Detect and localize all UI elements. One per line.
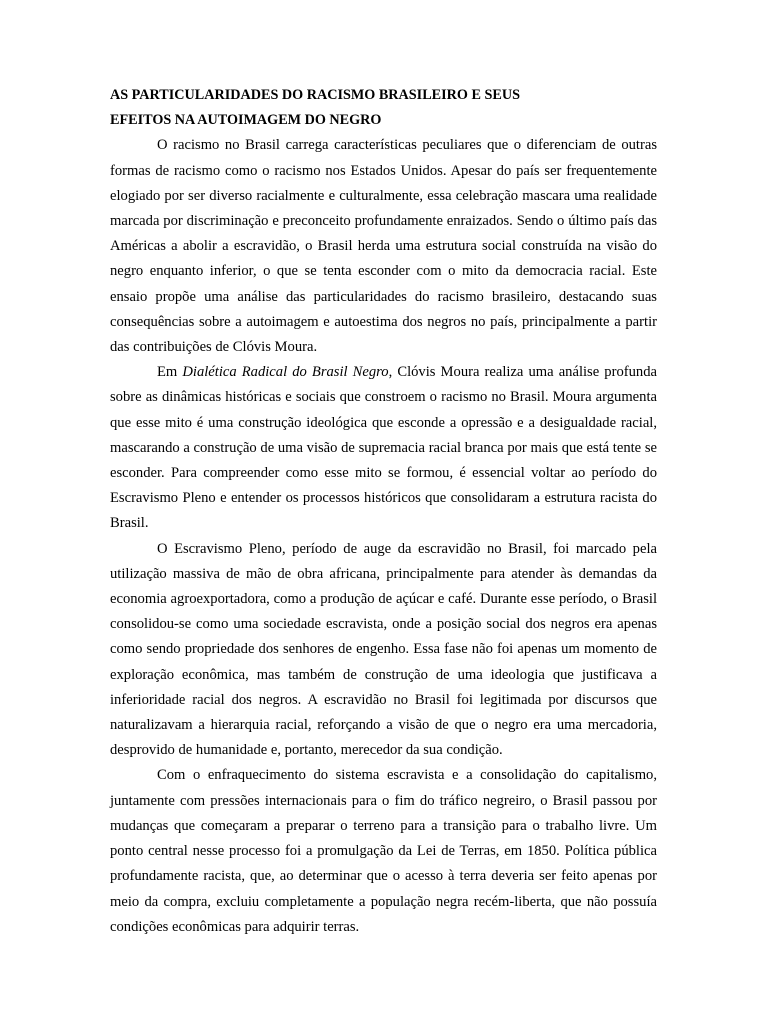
paragraph-2-body: , Clóvis Moura realiza uma análise profunda sobre as dinâmicas históricas e sociais que constroem o racismo no Brasil. Moura argumenta que esse mito é uma construção ideológica que esconde a opressão e a desigualdade racial, mascarando a construção de uma visão de supremacia racial branca por mais que está tente se esconder. Para compreender como esse mito se formou, é essencial voltar ao período do Escravismo Pleno e entender os processos históricos que consolidaram a estrutura racista do Brasil. <box>110 364 657 532</box>
paragraph-2 <box>110 360 657 536</box>
document-title <box>110 83 657 133</box>
title-line-1: AS PARTICULARIDADES DO RACISMO BRASILEIRO E SEUS <box>110 87 520 103</box>
paragraph-3: O Escravismo Pleno, período de auge da escravidão no Brasil, foi marcado pela utilização massiva de mão de obra africana, principalmente para atender às demandas da economia agroexportadora, como a produção de açúcar e café. Durante esse período, o Brasil consolidou-se como uma sociedade escravista, onde a posição social dos negros era apenas como sendo propriedade dos senhores de engenho. Essa fase não foi apenas um momento de exploração econômica, mas também de construção de uma ideologia que justificava a inferioridade racial dos negros. A escravidão no Brasil foi legitimada por discursos que naturalizavam a hierarquia racial, reforçando a visão de que o negro era uma mercadoria, desprovido de humanidade e, portanto, merecedor da sua condição. <box>110 540 657 759</box>
document-page <box>110 83 657 940</box>
paragraph-2-intro: Em <box>157 364 183 381</box>
title-line-2: EFEITOS NA AUTOIMAGEM DO NEGRO <box>110 112 382 129</box>
paragraph-4: Com o enfraquecimento do sistema escravista e a consolidação do capitalismo, juntamente com pressões internacionais para o fim do tráfico negreiro, o Brasil passou por mudanças que começaram a preparar o terreno para a transição para o trabalho livre. Um ponto central nesse processo foi a promulgação da Lei de Terras, em 1850. Política pública profundamente racista, que, ao determinar que o acesso à terra deveria ser feito apenas por meio da compra, excluiu completamente a população negra recém-liberta, que não possuía condições econômicas para adquirir terras. <box>110 767 657 935</box>
paragraph-1: O racismo no Brasil carrega características peculiares que o diferenciam de outras formas de racismo como o racismo nos Estados Unidos. Apesar do país ser frequentemente elogiado por ser diverso racialmente e culturalmente, essa celebração mascara uma realidade marcada por discriminação e preconceito profundamente enraizados. Sendo o último país das Américas a abolir a escravidão, o Brasil herda uma estrutura social construída na visão do negro enquanto inferior, o que se tenta esconder com o mito da democracia racial. Este ensaio propõe uma análise das particularidades do racismo brasileiro, destacando suas consequências sobre a autoimagem e autoestima dos negros no país, principalmente a partir das contribuições de Clóvis Moura. <box>110 137 657 356</box>
book-title: Dialética Radical do Brasil Negro <box>182 364 389 381</box>
